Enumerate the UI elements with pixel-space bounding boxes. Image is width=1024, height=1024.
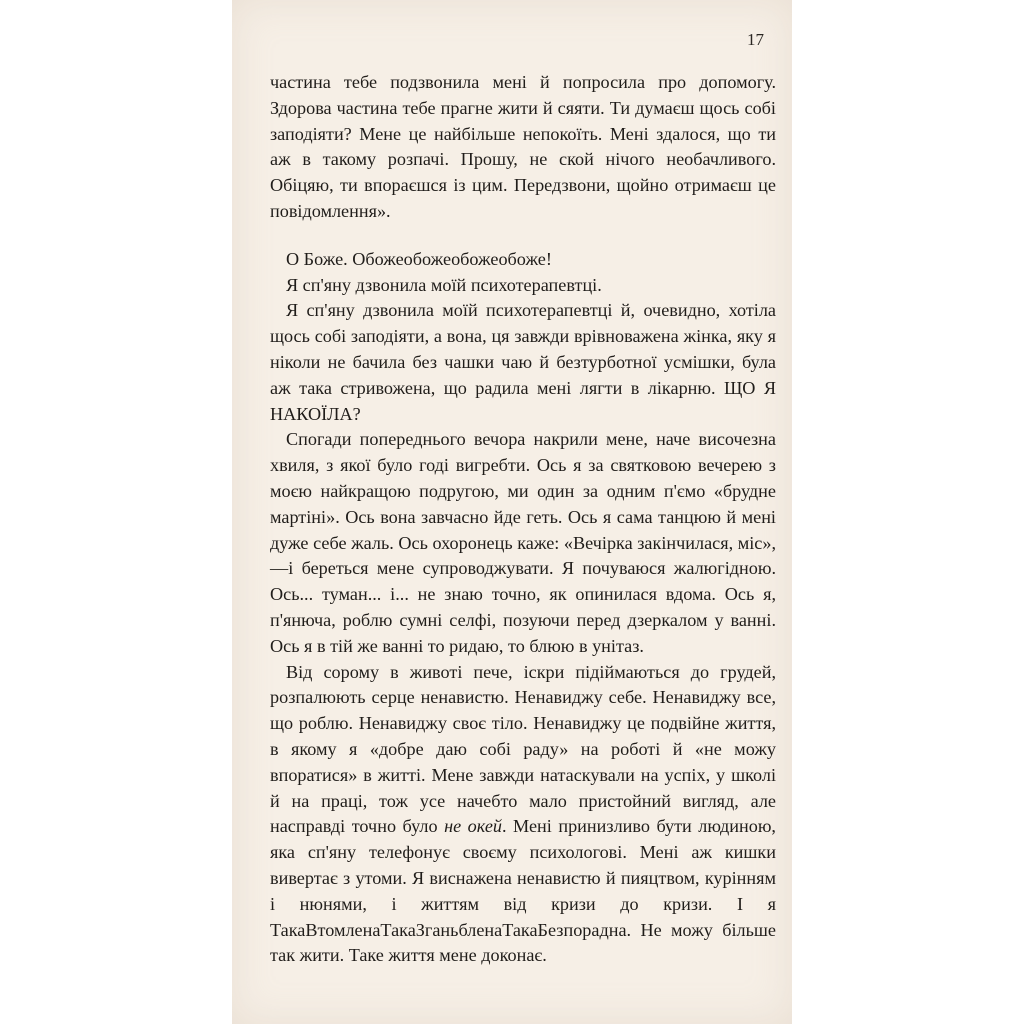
paragraph-gap <box>270 225 776 247</box>
paragraph: частина тебе подзвонила мені й попросила про допомогу. Здорова частина тебе прагне жити й сяяти. Ти думаєш щось собі заподіяти? Мене це найбільше непокоїть. Мені здалося, що ти аж в такому розпачі. Прошу, не ской нічого необачливого. Обіцяю, ти впораєшся із цим. Передзвони, щойно отримаєш це повідомлення». <box>270 72 776 221</box>
book-page <box>232 0 792 1024</box>
paragraph: Я сп'яну дзвонила моїй психотерапевтці й, очевидно, хотіла щось собі заподіяти, а вона, ця завжди врівноважена жінка, яку я ніколи не бачила без чашки чаю й безтурботної усмішки, була аж така стривожена, що радила мені лягти в лікарню. ЩО Я НАКОЇЛА? <box>270 300 776 424</box>
paragraph: Я сп'яну дзвонила моїй психотерапевтці. <box>286 274 602 295</box>
page-number: 17 <box>747 30 764 49</box>
paragraph: Спогади попереднього вечора накрили мене, наче височезна хвиля, з якої було годі вигребти. Ось я за святковою вечерею з моєю найкращою подругою, ми один за одним п'ємо «брудне мартіні». Ось вона завчасно йде геть. Ось я сама танцюю й мені дуже себе жаль. Ось охоронець каже: «Вечірка закінчилася, міс»,—і береться мене супроводжувати. Я почуваюся жалюгідною. Ось... туман... і... не знаю точно, як опинилася вдома. Ось я, п'янюча, роблю сумні селфі, позуючи перед дзеркалом у ванні. Ось я в тій же ванні то ридаю, то блюю в унітаз. <box>270 429 776 656</box>
text-run: . Мені принизливо бути людиною, яка сп'яну телефонує своєму психологові. Мені аж кишки вивертає з утоми. Я виснажена ненавистю й пияцтвом, курінням і нюнями, і життям від кризи до кризи. І я ТакаВтомленаТакаЗганьбленаТакаБезпорадна. Не можу більше так жити. Таке життя мене доконає. <box>270 816 776 966</box>
italic-text-run: не окей <box>444 816 502 837</box>
text-run: Від сорому в животі пече, іскри підіймаються до грудей, розпалюють серце ненавистю. Ненавиджу себе. Ненавиджу все, що роблю. Ненавиджу своє тіло. Ненавиджу це подвійне життя, в якому я «добре даю собі раду» на роботі й «не можу впоратися» в житті. Мене завжди натаскували на успіх, у школі й на праці, тож усе начебто мало пристойний вигляд, але насправді точно було <box>270 661 776 837</box>
paragraph: О Боже. Обожеобожеобожеобоже! <box>286 248 552 269</box>
body-text <box>270 70 776 969</box>
paragraph <box>270 660 776 970</box>
